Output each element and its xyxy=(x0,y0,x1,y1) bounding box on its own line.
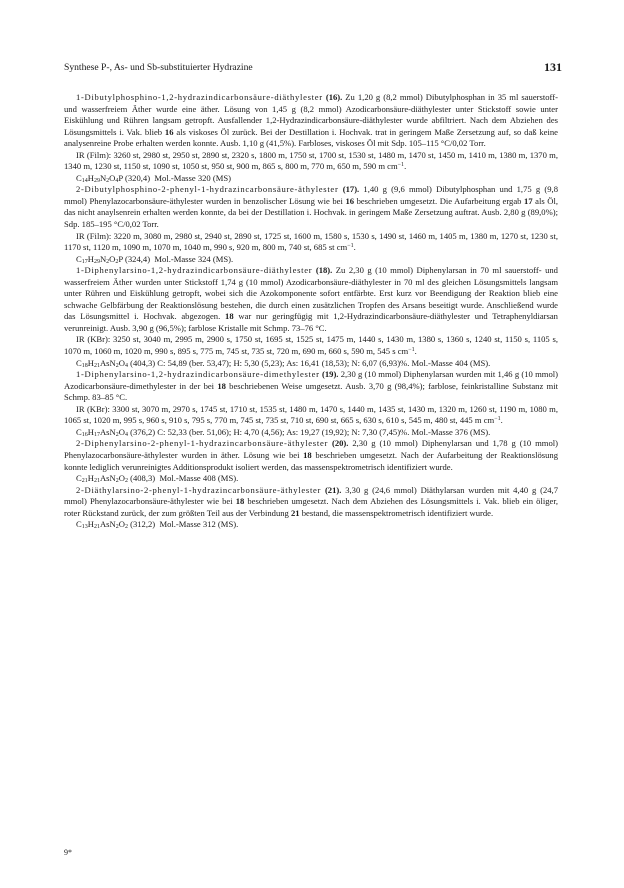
page-number: 131 xyxy=(544,60,562,74)
compound-ref: 17 xyxy=(524,195,533,206)
formula-line xyxy=(64,473,558,485)
formula-line xyxy=(64,254,558,266)
compound-ref: 18 xyxy=(303,449,312,460)
formula: $C_{16}H_{17}AsN_2O_4$ xyxy=(76,426,128,438)
mol-mass: Mol.-Masse 408 (MS). xyxy=(159,473,239,484)
paragraph-text: 2,30 g (10 mmol) Diphenylarsan wurden mit 1,46 g (10 mmol) Azodicarbonsäure-dimethylester in der bei xyxy=(64,369,558,391)
compound-20-paragraph xyxy=(64,438,558,473)
formula-line xyxy=(64,519,558,531)
elemental-analysis: C: 54,89 (ber. 53,47); H: 5,30 (5,23); As: 16,41 (18,53); N: 6,07 (6,93)%. xyxy=(155,357,410,368)
formula-weight: (320,4) xyxy=(125,172,151,183)
ir-data: IR (Film): 3220 m, 3080 m, 2980 st, 2940 st, 2890 st, 1725 st, 1600 m, 1580 s, 1530 s, 1490 st, 1460 m, 1405 m, 1380 m, 1270 st, 1230 st, 1170 st, 1120 m, 1090 m, 1070 m, 1040 m, 990 s, 920 m, 800 m, 740 st, 685 st $cm^{-1}$. xyxy=(64,230,558,253)
compound-name: 2-Dibutylphosphino-2-phenyl-1-hydrazincarbonsäure-äthylester xyxy=(76,184,339,195)
mol-mass: Mol.-Masse 324 (MS). xyxy=(154,253,234,264)
ir-data: IR (KBr): 3300 st, 3070 m, 2970 s, 1745 st, 1710 st, 1535 st, 1480 m, 1470 s, 1440 m, 1435 st, 1430 m, 1320 m, 1260 st, 1190 m, 1080 m, 1065 st, 1020 m, 995 s, 960 s, 910 s, 795 s, 770 m, 745 st, 735 st, 710 st, 690 st, 665 s, 630 s, 610 s, 545 m, 480 st, 445 m $cm^{-1}$. xyxy=(64,403,558,426)
compound-ref: 18 xyxy=(217,380,226,391)
formula-weight: (312,2) xyxy=(130,519,156,530)
formula-line xyxy=(64,427,558,439)
formula-line xyxy=(64,173,558,185)
running-header xyxy=(64,62,562,78)
paragraph-text: als Öl, das nicht anaylsenrein erhalten werden konnte, da bei der Destillation i. Hochvak. in geringem Maße Zersetzung auftrat. Ausb. 2,80 g (89,0%); Sdp. 185–195 °C/0,02 Torr. xyxy=(64,195,558,230)
mol-mass: Mol.-Masse 312 (MS). xyxy=(159,519,239,530)
ir-text: IR (Film): 3220 m, 3080 m, 2980 st, 2940 st, 2890 st, 1725 st, 1600 m, 1580 s, 1530 s, 1490 st, 1460 m, 1405 m, 1380 m, 1270 st, 1230 st, 1170 st, 1120 m, 1090 m, 1070 m, 1040 m, 990 s, 920 m, 800 m, 740 st, 685 st cm xyxy=(64,230,558,253)
compound-number: (17). xyxy=(342,184,360,195)
compound-name: 2-Diphenylarsino-2-phenyl-1-hydrazincarbonsäure-äthylester xyxy=(76,438,329,449)
compound-ref: 18 xyxy=(225,311,234,322)
superscript: −1 xyxy=(347,243,354,250)
paragraph-text: Zu 2,30 g (10 mmol) Diphenylarsan in 70 ml sauerstoff- und wasserfreiem Äther wurden unter Stickstoff 1,74 g (10 mmol) Azodicarbonsäure-diäthylester in 70 ml des gleichen Lösungsmittels langsam unter Rühren und Eiskühlung getropft, wobei sich die Azokomponente sofort entfärbte. Erst kurz vor Beendigung der Reaktion blieb eine schwache Gelbfärbung der Reaktionslösung bestehen, die durch einen zusätzlichen Tropfen des Arsans beseitigt wurde. Anschließend wurde das Lösungsmittel i. Hochvak. abgezogen. xyxy=(64,265,558,322)
compound-number: (20). xyxy=(331,438,349,449)
mol-mass: Mol.-Masse 320 (MS) xyxy=(154,172,232,183)
running-title: Synthese P-, As- und Sb-substituierter Hydrazine xyxy=(64,62,253,73)
formula-weight: (408,3) xyxy=(130,473,156,484)
compound-19-paragraph xyxy=(64,369,558,404)
compound-number: (19). xyxy=(321,369,339,380)
elemental-analysis: C: 52,33 (ber. 51,06); H: 4,70 (4,56); As: 19,27 (19,92); N: 7,30 (7,45)%. xyxy=(155,426,410,437)
superscript: −1 xyxy=(408,347,415,354)
compound-number: (16). xyxy=(325,92,343,102)
compound-number: (18). xyxy=(315,265,333,276)
ir-text: IR (KBr): 3300 st, 3070 m, 2970 s, 1745 st, 1710 st, 1535 st, 1480 m, 1470 s, 1440 m, 1435 st, 1430 m, 1320 m, 1260 st, 1190 m, 1080 m, 1065 st, 1020 m, 995 s, 960 s, 910 s, 795 s, 770 m, 745 st, 735 st, 710 st, 690 st, 665 s, 630 s, 610 s, 545 m, 480 st, 445 m cm xyxy=(64,403,558,426)
ir-text: IR (KBr): 3250 st, 3040 m, 2995 m, 2900 s, 1750 st, 1695 st, 1525 st, 1475 m, 1440 s, 1430 m, 1380 s, 1360 s, 1240 st, 1150 s, 1105 s, 1070 m, 1060 m, 1020 m, 990 s, 895 s, 775 m, 745 st, 735 st, 720 m, 690 m, 660 s, 590 m, 545 s cm xyxy=(64,334,558,357)
compound-ref: 16 xyxy=(164,126,174,137)
formula: $C_{21}H_{21}AsN_2O_2$ xyxy=(76,473,128,485)
compound-18-paragraph xyxy=(64,265,558,334)
paragraph-text: bestand, die massenspektrometrisch identifiziert wurde. xyxy=(299,507,494,518)
superscript: −1 xyxy=(397,162,405,169)
paragraph-text: beschriebenen Weise umgesetzt. Ausb. 3,70 g (98,4%); farblose, feinkristalline Substanz mit Schmp. 83–85 °C. xyxy=(64,380,558,403)
compound-number: (21). xyxy=(324,484,342,495)
paragraph-text: war nur geringfügig mit 1,2-Hydrazindicarbonsäure-diäthylester und Tetraphenyldiarsan verunreinigt. Ausb. 3,90 g (96,5%); farblose Kristalle mit Schmp. 73–76 °C. xyxy=(64,311,558,333)
paragraph-text: beschrieben umgesetzt. Die Aufarbeitung ergab xyxy=(354,195,525,206)
superscript: −1 xyxy=(494,416,501,423)
paragraph-text: 2,30 g (10 mmol) Diphenylarsan und 1,78 g (10 mmol) Phenylazocarbonsäure-äthylester wurden in äther. Lösung wie bei xyxy=(64,438,558,460)
compound-ref: 21 xyxy=(291,507,300,518)
compound-16-paragraph xyxy=(64,92,558,150)
paragraph-text: Zu 1,20 g (8,2 mmol) Dibutylphosphan in 35 ml sauerstoff- und wasserfreiem Äther wurde eine äther. Lösung von 1,45 g (8,2 mmol) Azodicarbonsäure-diäthylester unter Stickstoff sowie unter Eiskühlung und Rühren langsam getropft. Ausfallender 1,2-Hydrazindicarbonsäure-diäthylester wurde abfiltriert. Nach dem Abziehen des Lösungsmittels i. Vak. blieb xyxy=(64,92,558,137)
ir-data: IR (Film): 3260 st, 2980 st, 2950 st, 2890 st, 2320 s, 1800 m, 1750 st, 1700 st, 1530 st, 1480 m, 1470 st, 1450 m, 1410 m, 1380 m, 1370 m, 1340 m, 1230 st, 1150 st, 1090 st, 1050 st, 950 st, 900 m, 865 s, 800 m, 770 m, 650 m, 590 m $cm^{-1}$. xyxy=(64,149,558,172)
compound-ref: 16 xyxy=(345,195,355,206)
compound-name: 1-Diphenylarsino-1,2-hydrazindicarbonsäure-dimethylester xyxy=(76,369,320,380)
paragraph-text: 1,40 g (9,6 mmol) Dibutylphosphan und 1,75 g (9,8 mmol) Phenylazocarbonsäure-äthylester wurden in benzolischer Lösung wie bei xyxy=(64,184,558,206)
article-body xyxy=(64,92,558,531)
formula-weight: (324,4) xyxy=(125,253,151,264)
mol-mass: Mol.-Masse 376 (MS). xyxy=(411,426,491,437)
paragraph-text: 3,30 g (24,6 mmol) Diäthylarsan wurden mit 4,40 g (24,7 mmol) Phenylazocarbonsäure-äthylester wie bei xyxy=(64,484,558,507)
paragraph-text: beschrieben umgesetzt. Nach der Aufarbeitung der Reaktionslösung konnte lediglich verunreinigtes Additionsprodukt isoliert werden, das massenspektrometrisch identifiziert wurde. xyxy=(64,449,558,472)
compound-name: 2-Diäthylarsino-2-phenyl-1-hydrazincarbonsäure-äthylester xyxy=(76,484,322,495)
paragraph-text: als viskoses Öl zurück. Bei der Destillation i. Hochvak. trat in geringem Maße Zersetzung auf, so daß keine analysenreine Probe erhalten werden konnte. Ausb. 1,10 g (41,5%). Farbloses, viskoses Öl mit Sdp. 105–115 °C/0,02 Torr. xyxy=(64,126,558,149)
formula: $C_{14}H_{29}N_2O_4P$ xyxy=(76,172,123,184)
paragraph-text: beschrieben umgesetzt. Nach dem Abziehen des Lösungsmittels i. Vak. blieb ein öliger, roter Rückstand zurück, der zum größten Teil aus der Verbindung xyxy=(64,496,558,518)
signature-mark: 9* xyxy=(64,848,72,857)
ir-data: IR (KBr): 3250 st, 3040 m, 2995 m, 2900 s, 1750 st, 1695 st, 1525 st, 1475 m, 1440 s, 1430 m, 1380 s, 1360 s, 1240 st, 1150 s, 1105 s, 1070 m, 1060 m, 1020 m, 990 s, 895 s, 775 m, 745 st, 735 st, 720 m, 690 m, 660 s, 590 m, 545 s $cm^{-1}$. xyxy=(64,334,558,357)
compound-name: 1-Diphenylarsino-1,2-hydrazindicarbonsäure-diäthylester xyxy=(76,265,313,276)
formula: $C_{18}H_{21}AsN_2O_4$ xyxy=(76,357,128,369)
mol-mass: Mol.-Masse 404 (MS). xyxy=(411,357,491,368)
compound-ref: 18 xyxy=(235,496,245,507)
compound-21-paragraph xyxy=(64,485,558,520)
compound-name: 1-Dibutylphosphino-1,2-hydrazindicarbonsäure-diäthylester xyxy=(76,92,323,102)
formula-line xyxy=(64,358,558,370)
formula-weight: (376,2) xyxy=(130,426,156,437)
compound-17-paragraph xyxy=(64,184,558,230)
formula: $C_{13}H_{21}AsN_2O_2$ xyxy=(76,519,128,531)
formula: $C_{17}H_{29}N_2O_2P$ xyxy=(76,253,123,265)
ir-text: IR (Film): 3260 st, 2980 st, 2950 st, 2890 st, 2320 s, 1800 m, 1750 st, 1700 st, 1530 st, 1480 m, 1470 st, 1450 m, 1410 m, 1380 m, 1370 m, 1340 m, 1230 st, 1150 st, 1090 st, 1050 st, 950 st, 900 m, 865 s, 800 m, 770 m, 650 m, 590 m cm xyxy=(64,149,558,172)
formula-weight: (404,3) xyxy=(130,357,156,368)
